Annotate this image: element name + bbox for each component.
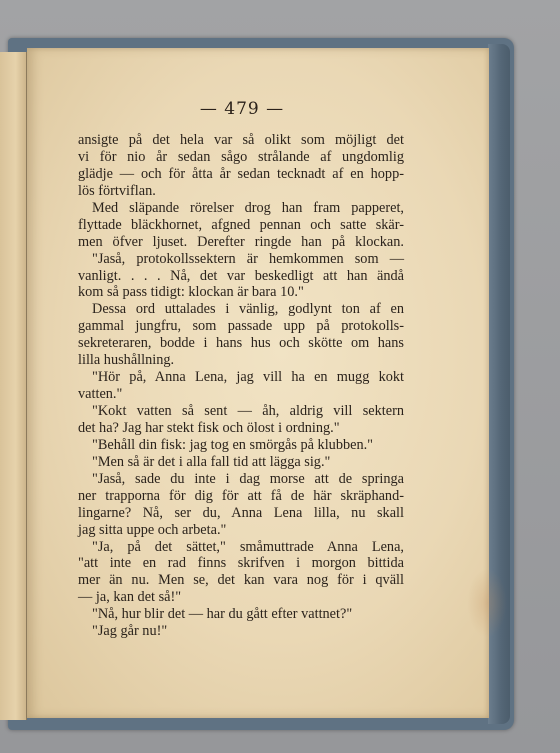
text-line: — ja, kan det så!"	[78, 589, 182, 606]
text-line: ansigte på det hela var så olikt som möjligt det	[78, 132, 404, 148]
text-line: sekreteraren, bodde i hans hus och skötte om hans	[78, 335, 404, 352]
text-line: "Jaså, sade du inte i dag morse att de springa	[92, 470, 404, 487]
text-line: jag sitta uppe och arbeta."	[78, 521, 227, 538]
text-line: men öfver ljuset. Derefter ringde han på klockan.	[78, 233, 404, 250]
text-line: "Men så är det i alla fall tid att lägga sig."	[92, 453, 331, 470]
text-line: "Hör på, Anna Lena, jag vill ha en mugg kokt	[92, 369, 404, 386]
text-line: vanligt. . . . Nå, det var beskedligt att han ändå	[78, 267, 404, 284]
text-line: lingarne? Nå, ser du, Anna Lena lilla, nu skall	[78, 504, 404, 521]
text-line: gammal jungfru, som passade upp på protokolls-	[78, 318, 404, 335]
text-line: ner trapporna för dig för att få de här skräphand-	[78, 487, 404, 504]
text-line: "Jag går nu!"	[92, 623, 168, 640]
text-line: "att inte en rad finns skrifven i morgon bittida	[78, 555, 404, 572]
text-line: kom så pass tidigt: klockan är bara 10."	[78, 284, 304, 301]
text-line: vi för nio år sedan sågo strålande af ungdomlig	[78, 148, 404, 165]
text-line: "Ja, på det sättet," småmuttrade Anna Lena,	[92, 538, 404, 555]
text-line: vatten."	[78, 386, 123, 403]
text-line: glädje — och för åtta år sedan tecknadt af en hopp-	[78, 165, 404, 182]
text-line: "Jaså, protokollssektern är hemkommen som —	[92, 250, 404, 267]
text-line: det ha? Jag har stekt fisk och ölost i ordning."	[78, 419, 340, 436]
book-page	[27, 48, 489, 718]
page-text	[78, 132, 404, 640]
text-line: lös förtviflan.	[78, 182, 156, 199]
text-line: "Nå, hur blir det — har du gått efter vattnet?"	[92, 606, 353, 623]
text-line: flyttade bläckhornet, afgned pennan och satte skär-	[78, 216, 404, 233]
left-page-edge	[0, 52, 27, 720]
text-line: mer än nu. Men se, det kan vara nog för i qväll	[78, 572, 404, 589]
page-stain	[467, 568, 507, 638]
text-line: "Kokt vatten så sent — åh, aldrig vill sektern	[92, 403, 404, 419]
page-number: — 479 —	[199, 99, 285, 119]
text-line: Med släpande rörelser drog han fram papperet,	[92, 199, 404, 216]
text-line: Dessa ord uttalades i vänlig, godlynt ton af en	[92, 301, 404, 318]
text-line: lilla hushållning.	[78, 352, 175, 369]
text-line: "Behåll din fisk: jag tog en smörgås på klubben."	[92, 436, 374, 453]
